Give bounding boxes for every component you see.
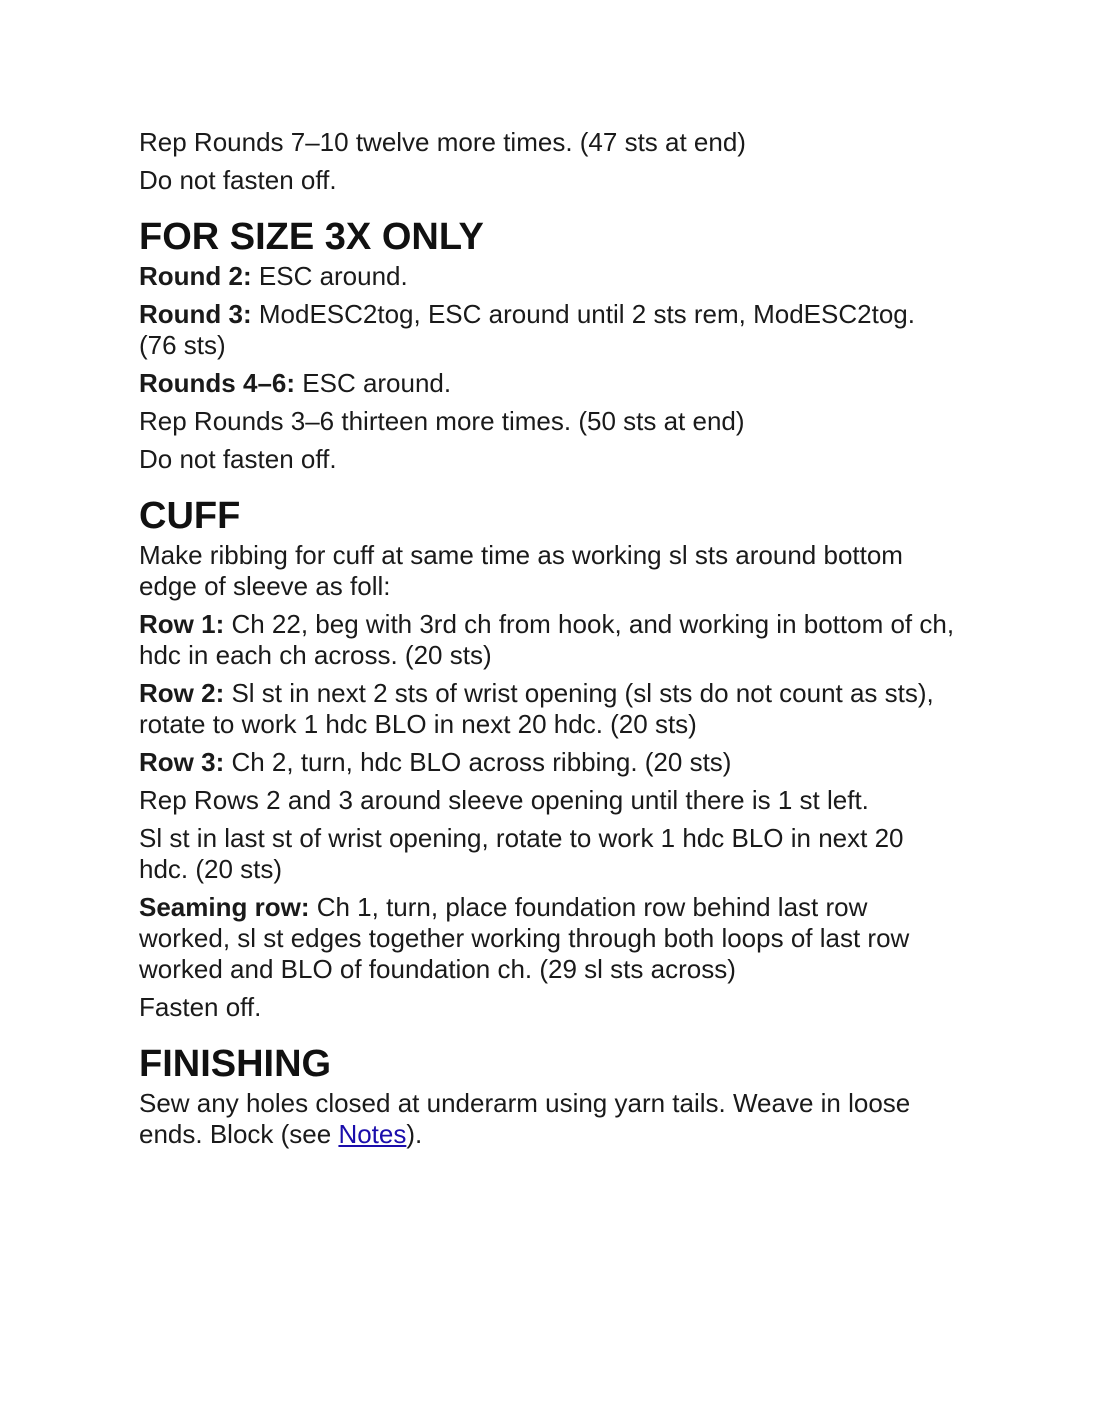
row-1-label: Row 1: — [139, 609, 225, 639]
do-not-fasten-off-2: Do not fasten off. — [139, 444, 337, 474]
finishing-text — [139, 1088, 959, 1150]
round-2-label: Round 2: — [139, 261, 252, 291]
row-2-label: Row 2: — [139, 678, 225, 708]
heading-finishing: FINISHING — [139, 1043, 332, 1085]
row-2 — [139, 678, 959, 740]
heading-cuff: CUFF — [139, 495, 241, 537]
finishing-text-before: Sew any holes closed at underarm using yarn tails. Weave in loose ends. Block (see — [139, 1088, 911, 1149]
document-page — [139, 127, 959, 1157]
fasten-off: Fasten off. — [139, 992, 262, 1022]
round-3-label: Round 3: — [139, 299, 252, 329]
sl-st-last: Sl st in last st of wrist opening, rotate to work 1 hdc BLO in next 20 hdc. (20 sts) — [139, 823, 904, 884]
finishing-text-after: ). — [406, 1119, 423, 1149]
cuff-intro: Make ribbing for cuff at same time as working sl sts around bottom edge of sleeve as foll: — [139, 540, 903, 601]
rounds-4-6-text: ESC around. — [295, 368, 452, 398]
round-2-text: ESC around. — [251, 261, 408, 291]
seaming-row-text: Ch 1, turn, place foundation row behind last row worked, sl st edges together working through both loops of last row worked and BLO of foundation ch. (29 sl sts across) — [139, 892, 910, 984]
row-3-label: Row 3: — [139, 747, 225, 777]
heading-size-3x: FOR SIZE 3X ONLY — [139, 216, 484, 258]
row-3 — [139, 747, 959, 778]
seaming-row — [139, 892, 959, 985]
notes-link[interactable]: Notes — [338, 1119, 407, 1149]
rounds-4-6-label: Rounds 4–6: — [139, 368, 296, 398]
rounds-4-6 — [139, 368, 959, 399]
seaming-row-label: Seaming row: — [139, 892, 310, 922]
round-3 — [139, 299, 959, 361]
rep-rounds-3-6: Rep Rounds 3–6 thirteen more times. (50 sts at end) — [139, 406, 745, 436]
round-2 — [139, 261, 959, 292]
rep-rounds-7-10: Rep Rounds 7–10 twelve more times. (47 sts at end) — [139, 127, 746, 157]
row-3-text: Ch 2, turn, hdc BLO across ribbing. (20 sts) — [224, 747, 732, 777]
row-1 — [139, 609, 959, 671]
row-1-text: Ch 22, beg with 3rd ch from hook, and working in bottom of ch, hdc in each ch across. (20 sts) — [139, 609, 955, 670]
do-not-fasten-off-1: Do not fasten off. — [139, 165, 337, 195]
row-2-text: Sl st in next 2 sts of wrist opening (sl sts do not count as sts), rotate to work 1 hdc BLO in next 20 hdc. (20 sts) — [139, 678, 934, 739]
round-3-text: ModESC2tog, ESC around until 2 sts rem, ModESC2tog. (76 sts) — [139, 299, 915, 360]
rep-rows-2-3: Rep Rows 2 and 3 around sleeve opening until there is 1 st left. — [139, 785, 869, 815]
